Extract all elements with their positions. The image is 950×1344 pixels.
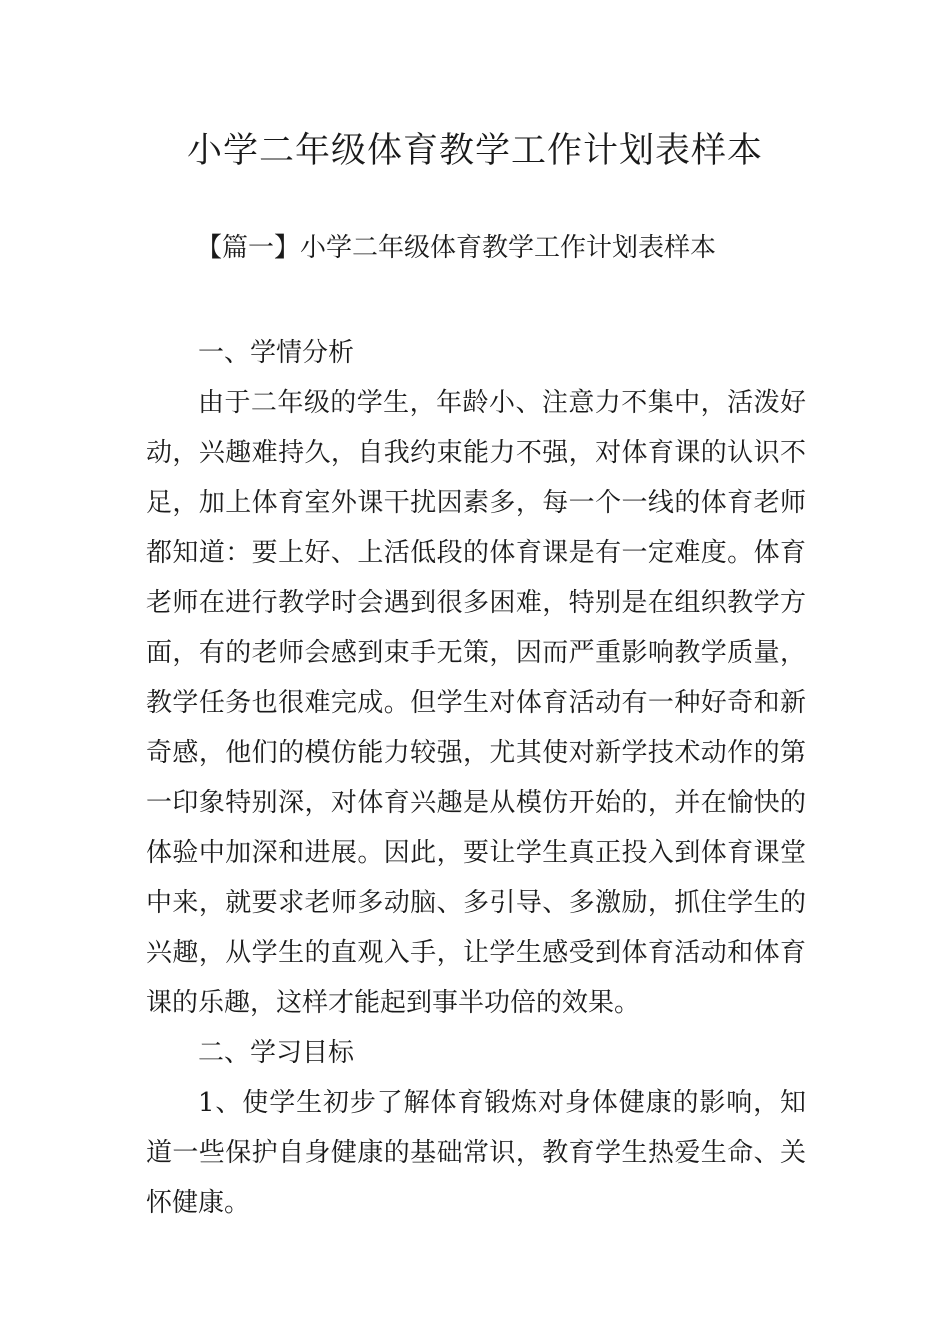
document-body bbox=[146, 328, 806, 1228]
section-paragraph-2: 1、使学生初步了解体育锻炼对身体健康的影响，知道一些保护自身健康的基础常识，教育学生热爱生命、关怀健康。 bbox=[146, 1088, 806, 1218]
document-title: 小学二年级体育教学工作计划表样本 bbox=[186, 131, 763, 171]
section-heading-1: 一、学情分析 bbox=[198, 338, 355, 368]
section-paragraph-1: 由于二年级的学生，年龄小、注意力不集中，活泼好动，兴趣难持久，自我约束能力不强，对体育课的认识不足，加上体育室外课干扰因素多，每一个一线的体育老师都知道：要上好、上活低段的体育课是有一定难度。体育老师在进行教学时会遇到很多困难，特别是在组织教学方面，有的老师会感到束手无策，因而严重影响教学质量，教学任务也很难完成。但学生对体育活动有一种好奇和新奇感，他们的模仿能力较强，尤其使对新学技术动作的第一印象特别深，对体育兴趣是从模仿开始的，并在愉快的体验中加深和进展。因此，要让学生真正投入到体育课堂中来，就要求老师多动脑、多引导、多激励，抓住学生的兴趣，从学生的直观入手，让学生感受到体育活动和体育课的乐趣，这样才能起到事半功倍的效果。 bbox=[146, 388, 806, 1018]
document-subtitle: 【篇一】小学二年级体育教学工作计划表样本 bbox=[196, 233, 717, 263]
section-heading-2: 二、学习目标 bbox=[198, 1038, 355, 1068]
